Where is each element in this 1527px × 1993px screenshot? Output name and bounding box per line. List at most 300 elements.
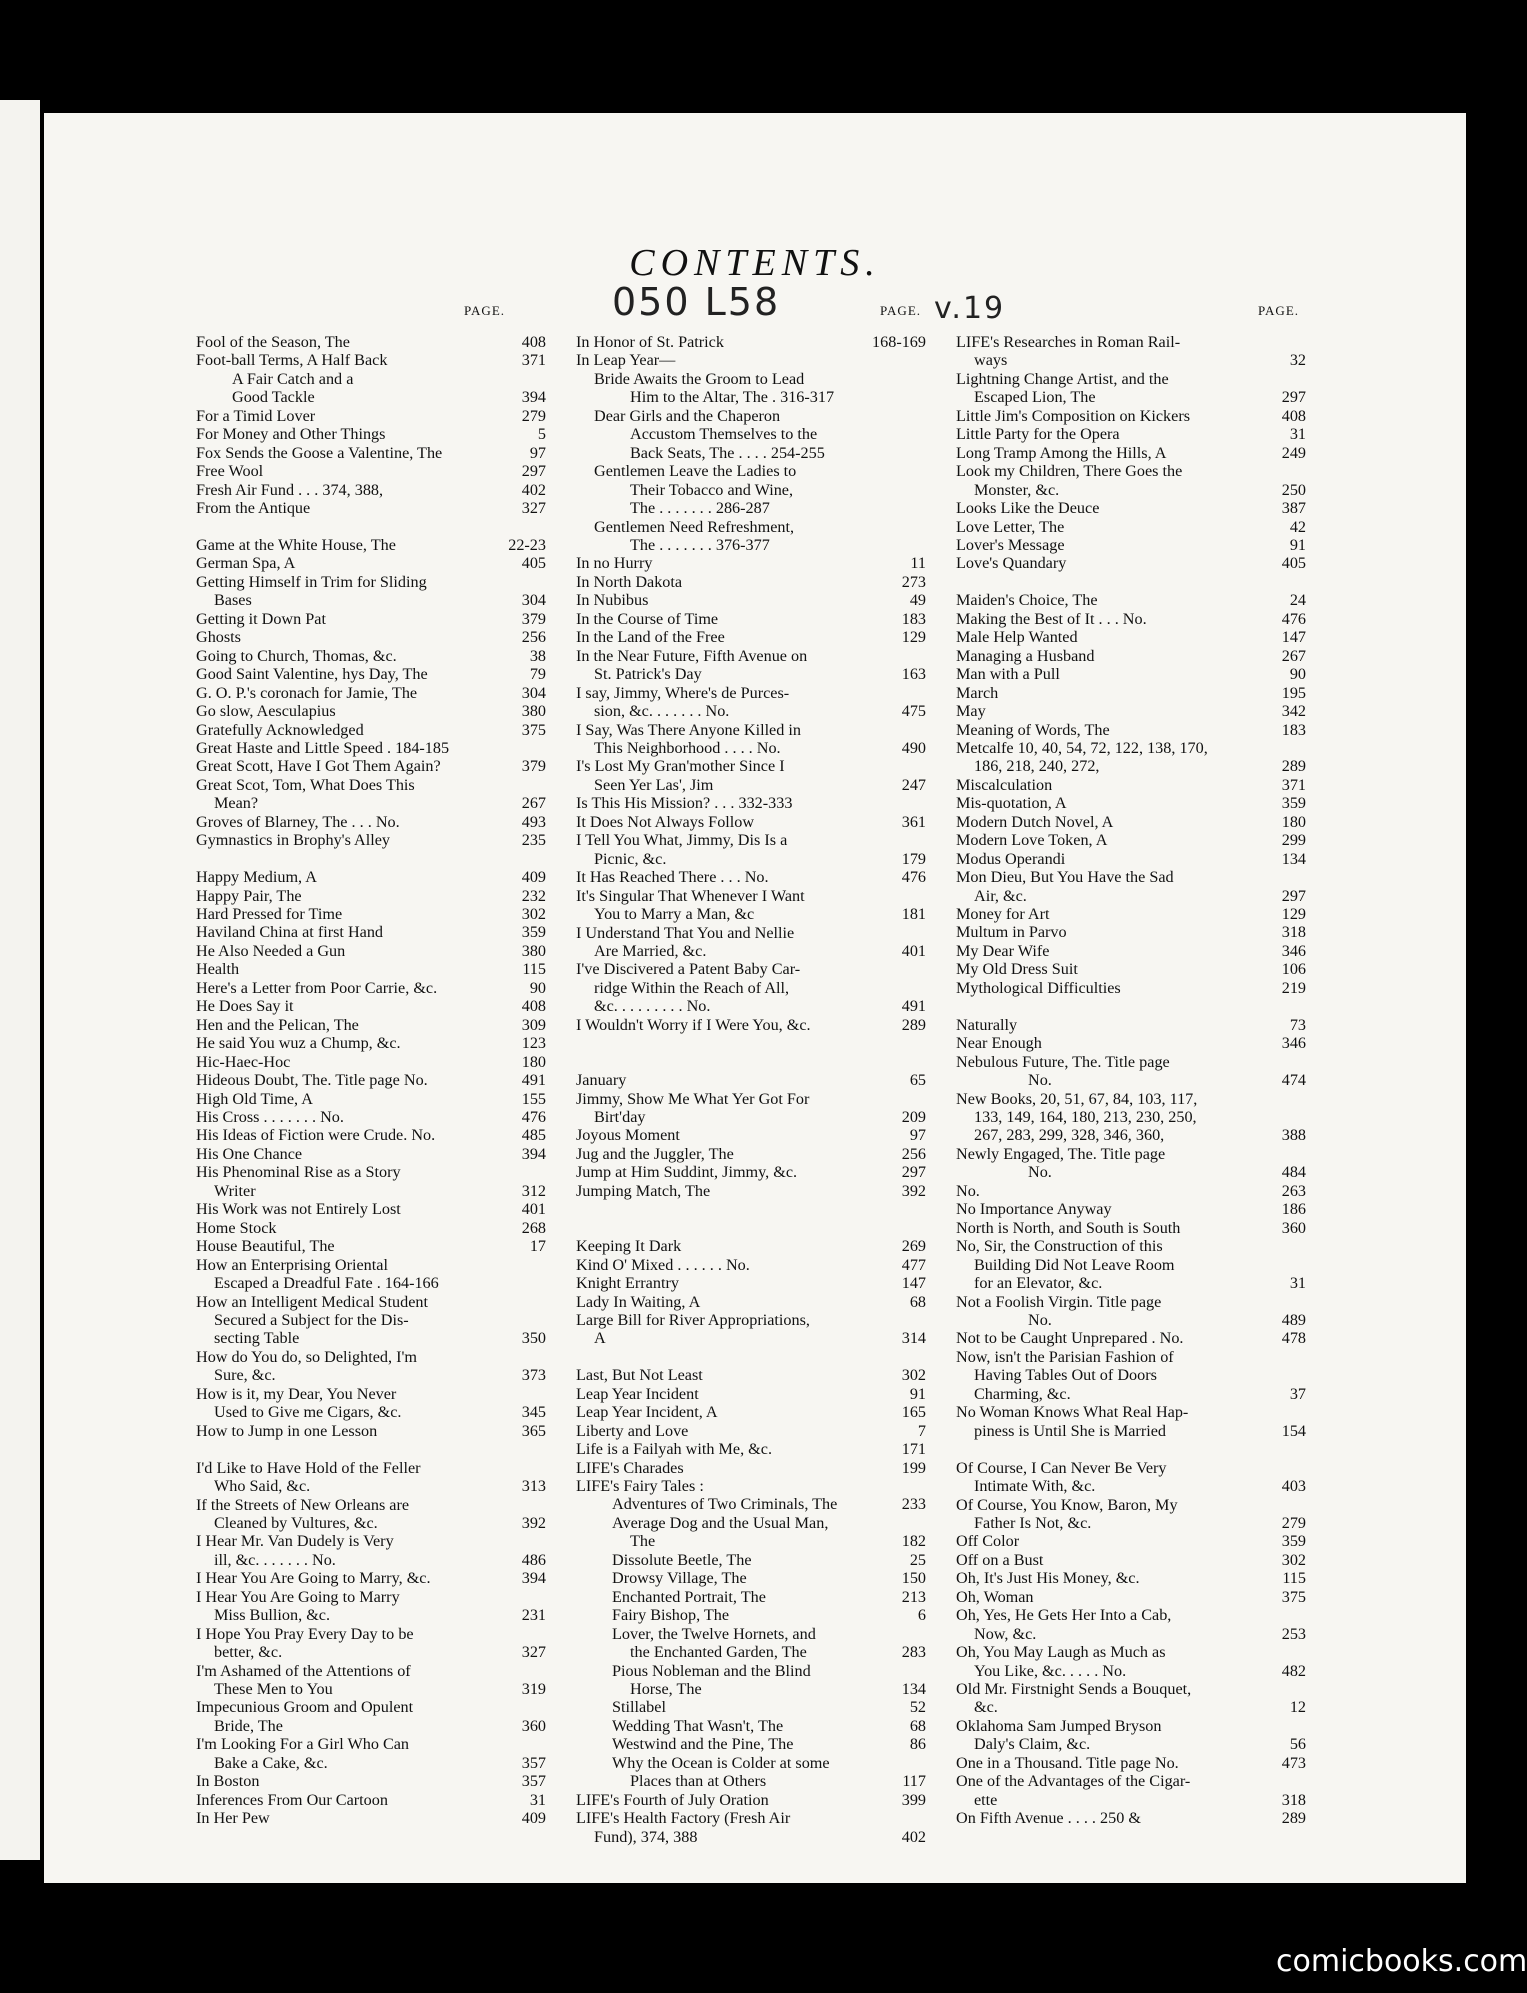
- entry-page-number: 357: [521, 1753, 546, 1772]
- entry-page-number: 394: [521, 1569, 546, 1588]
- contents-entry: [576, 1606, 926, 1624]
- contents-entry: [196, 1662, 546, 1680]
- contents-entry: [196, 1034, 546, 1052]
- contents-column-3: [956, 333, 1306, 1828]
- entry-page-number: 180: [521, 1052, 546, 1071]
- entry-title: the Enchanted Garden, The: [630, 1643, 807, 1662]
- entry-page-number: 359: [1281, 794, 1306, 813]
- contents-entry: [196, 702, 546, 720]
- entry-page-number: 268: [521, 1218, 546, 1237]
- contents-entry: [956, 1053, 1306, 1071]
- entry-page-number: 269: [901, 1237, 926, 1256]
- entry-page-number: 129: [901, 628, 926, 647]
- entry-title: He said You wuz a Chump, &c.: [196, 1034, 401, 1053]
- entry-page-number: 493: [521, 812, 546, 831]
- contents-entry: [956, 591, 1306, 609]
- entry-title: In North Dakota: [576, 572, 683, 591]
- contents-entry: [196, 1791, 546, 1809]
- entry-page-number: 379: [521, 757, 546, 776]
- contents-entry: [576, 407, 926, 425]
- entry-title: In Leap Year—: [576, 351, 676, 370]
- entry-page-number: 289: [1281, 757, 1306, 776]
- contents-entry: [196, 739, 546, 757]
- entry-page-number: 409: [521, 868, 546, 887]
- entry-title: I Hear You Are Going to Marry: [196, 1587, 400, 1606]
- entry-page-number: 304: [521, 683, 546, 702]
- contents-entry: [576, 628, 926, 646]
- contents-entry: [196, 1496, 546, 1514]
- entry-page-number: 247: [901, 775, 926, 794]
- entry-title: How to Jump in one Lesson: [196, 1421, 378, 1440]
- contents-entry: [196, 1237, 546, 1255]
- entry-page-number: 402: [521, 480, 546, 499]
- entry-title: Stillabel: [612, 1698, 666, 1717]
- contents-entry: [956, 1200, 1306, 1218]
- entry-page-number: 375: [521, 720, 546, 739]
- entry-title: I say, Jimmy, Where's de Purces-: [576, 683, 790, 702]
- contents-entry: [576, 462, 926, 480]
- contents-entry: [196, 1606, 546, 1624]
- contents-entry: [196, 591, 546, 609]
- entry-title: In the Course of Time: [576, 609, 719, 628]
- entry-page-number: 342: [1281, 702, 1306, 721]
- entry-title: Miscalculation: [956, 775, 1053, 794]
- entry-title: The . . . . . . . 376-377: [630, 535, 770, 554]
- entry-title: I'm Ashamed of the Attentions of: [196, 1661, 411, 1680]
- contents-entry: [956, 1329, 1306, 1347]
- entry-title: Why the Ocean is Colder at some: [612, 1753, 830, 1772]
- handwritten-call-number: 050 L58: [612, 280, 781, 324]
- contents-entry: [196, 1643, 546, 1661]
- entry-title: Fox Sends the Goose a Valentine, The: [196, 443, 443, 462]
- contents-entry: [196, 1754, 546, 1772]
- contents-entry: [956, 1293, 1306, 1311]
- entry-page-number: 38: [529, 646, 546, 665]
- entry-title: Jimmy, Show Me What Yer Got For: [576, 1089, 810, 1108]
- entry-page-number: 232: [521, 886, 546, 905]
- entry-title: How an Intelligent Medical Student: [196, 1292, 428, 1311]
- contents-entry: [576, 1772, 926, 1790]
- contents-entry: [196, 1680, 546, 1698]
- entry-page-number: 263: [1281, 1181, 1306, 1200]
- contents-entry: [956, 333, 1306, 351]
- entry-title: No.: [1028, 1163, 1052, 1182]
- contents-entry: [956, 1606, 1306, 1624]
- entry-title: Long Tramp Among the Hills, A: [956, 443, 1167, 462]
- contents-entry: [956, 905, 1306, 923]
- entry-title: ill, &c. . . . . . . No.: [214, 1550, 336, 1569]
- entry-title: How an Enterprising Oriental: [196, 1255, 388, 1274]
- entry-title: LIFE's Fairy Tales :: [576, 1477, 704, 1496]
- contents-entry: [576, 1625, 926, 1643]
- contents-entry: [196, 444, 546, 462]
- entry-title: Free Wool: [196, 462, 264, 481]
- contents-entry: [956, 1182, 1306, 1200]
- entry-page-number: 283: [901, 1643, 926, 1662]
- entry-page-number: 180: [1281, 812, 1306, 831]
- entry-title: Managing a Husband: [956, 646, 1095, 665]
- contents-entry: [576, 665, 926, 683]
- contents-entry: [576, 1422, 926, 1440]
- entry-title: Used to Give me Cigars, &c.: [214, 1403, 402, 1422]
- entry-title: Little Jim's Composition on Kickers: [956, 406, 1191, 425]
- entry-title: Oh, Woman: [956, 1587, 1034, 1606]
- entry-title: No Woman Knows What Real Hap-: [956, 1403, 1189, 1422]
- contents-entry: [956, 684, 1306, 702]
- contents-entry: [956, 1385, 1306, 1403]
- contents-entry: [956, 1754, 1306, 1772]
- entry-page-number: 346: [1281, 941, 1306, 960]
- contents-entry: [576, 813, 926, 831]
- entry-page-number: 195: [1281, 683, 1306, 702]
- contents-entry: [576, 1698, 926, 1716]
- entry-title: Cleaned by Vultures, &c.: [214, 1513, 378, 1532]
- contents-entry: [576, 739, 926, 757]
- entry-page-number: 90: [529, 978, 546, 997]
- contents-entry: [956, 1274, 1306, 1292]
- contents-entry: [196, 1071, 546, 1089]
- contents-entry: [576, 1108, 926, 1126]
- contents-entry: [576, 979, 926, 997]
- contents-entry: [196, 573, 546, 591]
- entry-page-number: 313: [521, 1477, 546, 1496]
- entry-title: Off on a Bust: [956, 1550, 1044, 1569]
- entry-title: Not to be Caught Unprepared . No.: [956, 1329, 1184, 1348]
- entry-page-number: 401: [901, 941, 926, 960]
- contents-entry: [956, 887, 1306, 905]
- contents-entry: [576, 1090, 926, 1108]
- contents-entry: [196, 1366, 546, 1384]
- contents-entry: [956, 1551, 1306, 1569]
- contents-entry: [196, 1090, 546, 1108]
- entry-title: Gentlemen Leave the Ladies to: [594, 462, 797, 481]
- entry-title: &c. . . . . . . . . No.: [594, 997, 711, 1016]
- entry-title: How do You do, so Delighted, I'm: [196, 1347, 418, 1366]
- entry-title: Escaped Lion, The: [974, 388, 1096, 407]
- entry-page-number: 476: [521, 1108, 546, 1126]
- entry-page-number: 256: [521, 628, 546, 647]
- entry-page-number: 387: [1281, 499, 1306, 518]
- contents-entry: [196, 425, 546, 443]
- entry-page-number: 490: [901, 738, 926, 757]
- entry-title: Last, But Not Least: [576, 1366, 703, 1385]
- entry-page-number: 123: [521, 1034, 546, 1053]
- entry-title: His One Chance: [196, 1144, 303, 1163]
- entry-page-number: 399: [901, 1790, 926, 1809]
- entry-title: Look my Children, There Goes the: [956, 462, 1183, 481]
- entry-title: &c.: [974, 1698, 998, 1717]
- entry-page-number: 491: [521, 1071, 546, 1090]
- entry-title: For a Timid Lover: [196, 406, 316, 425]
- contents-entry: [576, 1237, 926, 1255]
- entry-page-number: 489: [1281, 1310, 1306, 1329]
- entry-title: Mis-quotation, A: [956, 794, 1067, 813]
- contents-entry: [576, 444, 926, 462]
- contents-entry: [576, 702, 926, 720]
- entry-page-number: 115: [522, 960, 546, 979]
- entry-page-number: 250: [1281, 480, 1306, 499]
- entry-page-number: 11: [910, 554, 926, 573]
- contents-entry: [196, 1016, 546, 1034]
- entry-title: No.: [956, 1181, 980, 1200]
- contents-entry: [956, 1108, 1306, 1126]
- entry-title: March: [956, 683, 999, 702]
- entry-title: Man with a Pull: [956, 665, 1060, 684]
- entry-title: Modern Love Token, A: [956, 831, 1108, 850]
- entry-page-number: 375: [1281, 1587, 1306, 1606]
- entry-page-number: 31: [529, 1790, 546, 1809]
- entry-title: Hic-Haec-Hoc: [196, 1052, 291, 1071]
- entry-page-number: 213: [901, 1587, 926, 1606]
- entry-page-number: 359: [1281, 1532, 1306, 1551]
- entry-title: Jug and the Juggler, The: [576, 1144, 734, 1163]
- contents-entry: [196, 684, 546, 702]
- entry-title: Writer: [214, 1181, 256, 1200]
- entry-title: Dear Girls and the Chaperon: [594, 406, 781, 425]
- entry-page-number: 476: [901, 868, 926, 887]
- entry-title: Leap Year Incident, A: [576, 1403, 718, 1422]
- contents-entry: [956, 1126, 1306, 1144]
- entry-title: Hen and the Pelican, The: [196, 1015, 359, 1034]
- entry-title: Mon Dieu, But You Have the Sad: [956, 868, 1174, 887]
- contents-entry: [196, 1200, 546, 1218]
- contents-entry: [196, 1329, 546, 1347]
- entry-title: His Work was not Entirely Lost: [196, 1200, 401, 1219]
- entry-title: Of Course, You Know, Baron, My: [956, 1495, 1178, 1514]
- contents-entry: [576, 684, 926, 702]
- section-gap: [956, 997, 1306, 1015]
- entry-title: Happy Pair, The: [196, 886, 302, 905]
- contents-entry: [196, 887, 546, 905]
- entry-title: Seen Yer Las', Jim: [594, 775, 714, 794]
- entry-title: Nebulous Future, The. Title page: [956, 1052, 1170, 1071]
- entry-title: In Boston: [196, 1772, 260, 1791]
- entry-page-number: 403: [1281, 1477, 1306, 1496]
- contents-entry: [956, 647, 1306, 665]
- contents-entry: [576, 1163, 926, 1181]
- entry-page-number: 388: [1281, 1126, 1306, 1145]
- entry-title: In Her Pew: [196, 1809, 270, 1828]
- entry-page-number: 267: [1281, 646, 1306, 665]
- entry-title: These Men to You: [214, 1680, 333, 1699]
- entry-title: 267, 283, 299, 328, 346, 360,: [974, 1126, 1165, 1145]
- contents-entry: [576, 481, 926, 499]
- entry-title: I's Lost My Gran'mother Since I: [576, 757, 785, 776]
- entry-page-number: 32: [1289, 351, 1306, 370]
- contents-entry: [576, 1791, 926, 1809]
- contents-entry: [956, 850, 1306, 868]
- entry-page-number: 134: [1281, 849, 1306, 868]
- entry-title: In no Hurry: [576, 554, 653, 573]
- entry-title: Hard Pressed for Time: [196, 905, 343, 924]
- entry-title: Keeping It Dark: [576, 1237, 682, 1256]
- entry-title: for an Elevator, &c.: [974, 1274, 1103, 1293]
- entry-page-number: 485: [521, 1126, 546, 1145]
- contents-entry: [956, 1588, 1306, 1606]
- contents-entry: [576, 997, 926, 1015]
- contents-entry: [956, 1698, 1306, 1716]
- contents-page: [44, 113, 1466, 1883]
- contents-entry: [576, 573, 926, 591]
- entry-page-number: 491: [901, 997, 926, 1016]
- entry-page-number: 129: [1281, 905, 1306, 924]
- contents-entry: [196, 905, 546, 923]
- entry-title: sion, &c. . . . . . . No.: [594, 702, 730, 721]
- entry-title: A Fair Catch and a: [232, 369, 354, 388]
- entry-title: Haviland China at first Hand: [196, 923, 384, 942]
- contents-entry: [956, 1034, 1306, 1052]
- contents-entry: [576, 1440, 926, 1458]
- entry-title: Great Scot, Tom, What Does This: [196, 775, 415, 794]
- section-gap: [956, 573, 1306, 591]
- contents-entry: [956, 1735, 1306, 1753]
- entry-title: Looks Like the Deuce: [956, 499, 1100, 518]
- entry-page-number: 478: [1281, 1329, 1306, 1348]
- contents-entry: [196, 1053, 546, 1071]
- contents-entry: [956, 1496, 1306, 1514]
- contents-entry: [576, 1182, 926, 1200]
- entry-title: Intimate With, &c.: [974, 1477, 1096, 1496]
- entry-title: Getting Himself in Trim for Sliding: [196, 572, 427, 591]
- entry-title: Average Dog and the Usual Man,: [612, 1513, 829, 1532]
- entry-page-number: 171: [901, 1440, 926, 1459]
- entry-title: piness is Until She is Married: [974, 1421, 1166, 1440]
- entry-title: In the Land of the Free: [576, 628, 725, 647]
- contents-entry: [956, 1145, 1306, 1163]
- entry-title: Happy Medium, A: [196, 868, 317, 887]
- entry-page-number: 147: [901, 1274, 926, 1293]
- entry-page-number: 473: [1281, 1753, 1306, 1772]
- entry-page-number: 357: [521, 1772, 546, 1791]
- entry-page-number: 97: [529, 443, 546, 462]
- contents-entry: [196, 1477, 546, 1495]
- entry-page-number: 56: [1289, 1735, 1306, 1754]
- entry-title: Hideous Doubt, The. Title page No.: [196, 1071, 428, 1090]
- entry-title: Fresh Air Fund . . . 374, 388,: [196, 480, 384, 499]
- contents-entry: [576, 1366, 926, 1384]
- contents-entry: [196, 1311, 546, 1329]
- entry-title: LIFE's Researches in Roman Rail-: [956, 333, 1181, 351]
- entry-page-number: 379: [521, 609, 546, 628]
- entry-page-number: 179: [901, 849, 926, 868]
- entry-page-number: 409: [521, 1809, 546, 1828]
- entry-title: Love's Quandary: [956, 554, 1067, 573]
- entry-page-number: 267: [521, 794, 546, 813]
- entry-title: It Has Reached There . . . No.: [576, 868, 769, 887]
- contents-entry: [196, 868, 546, 886]
- entry-page-number: 392: [901, 1181, 926, 1200]
- entry-title: Little Party for the Opera: [956, 425, 1120, 444]
- entry-page-number: 327: [521, 1643, 546, 1662]
- entry-title: Game at the White House, The: [196, 535, 396, 554]
- entry-page-number: 256: [901, 1144, 926, 1163]
- contents-entry: [576, 554, 926, 572]
- entry-title: In Honor of St. Patrick: [576, 333, 724, 351]
- entry-title: How is it, my Dear, You Never: [196, 1384, 397, 1403]
- entry-title: Pious Nobleman and the Blind: [612, 1661, 811, 1680]
- entry-title: Bases: [214, 591, 252, 610]
- entry-page-number: 289: [901, 1015, 926, 1034]
- contents-entry: [956, 1477, 1306, 1495]
- section-gap: [196, 518, 546, 536]
- entry-title: His Cross . . . . . . . No.: [196, 1108, 344, 1126]
- entry-title: Liberty and Love: [576, 1421, 689, 1440]
- entry-title: LIFE's Health Factory (Fresh Air: [576, 1809, 791, 1828]
- entry-page-number: 150: [901, 1569, 926, 1588]
- entry-title: Old Mr. Firstnight Sends a Bouquet,: [956, 1680, 1192, 1699]
- contents-entry: [956, 960, 1306, 978]
- entry-title: It Does Not Always Follow: [576, 812, 755, 831]
- entry-title: Off Color: [956, 1532, 1020, 1551]
- entry-page-number: 302: [901, 1366, 926, 1385]
- contents-entry: [576, 1477, 926, 1495]
- entry-page-number: 209: [901, 1108, 926, 1126]
- entry-page-number: 312: [521, 1181, 546, 1200]
- entry-title: Great Haste and Little Speed . 184-185: [196, 738, 450, 757]
- entry-title: One of the Advantages of the Cigar-: [956, 1772, 1191, 1791]
- entry-title: Newly Engaged, The. Title page: [956, 1144, 1166, 1163]
- page-title: CONTENTS.: [629, 242, 881, 284]
- contents-entry: [196, 1163, 546, 1181]
- handwritten-volume: v.19: [934, 291, 1006, 326]
- contents-entry: [196, 1348, 546, 1366]
- entry-title: Oh, It's Just His Money, &c.: [956, 1569, 1140, 1588]
- contents-entry: [956, 425, 1306, 443]
- entry-title: Their Tobacco and Wine,: [630, 480, 794, 499]
- contents-entry: [956, 665, 1306, 683]
- entry-title: Adventures of Two Criminals, The: [612, 1495, 838, 1514]
- entry-page-number: 319: [521, 1680, 546, 1699]
- entry-title: Secured a Subject for the Dis-: [214, 1310, 409, 1329]
- contents-entry: [196, 407, 546, 425]
- contents-entry: [196, 1274, 546, 1292]
- entry-title: Kind O' Mixed . . . . . . No.: [576, 1255, 750, 1274]
- entry-title: Places than at Others: [630, 1772, 767, 1791]
- entry-title: Back Seats, The . . . . 254-255: [630, 443, 825, 462]
- entry-title: Building Did Not Leave Room: [974, 1255, 1175, 1274]
- entry-page-number: 373: [521, 1366, 546, 1385]
- contents-entry: [956, 942, 1306, 960]
- contents-entry: [196, 1569, 546, 1587]
- entry-title: Gentlemen Need Refreshment,: [594, 517, 795, 536]
- entry-page-number: 304: [521, 591, 546, 610]
- entry-title: Large Bill for River Appropriations,: [576, 1310, 810, 1329]
- contents-entry: [576, 425, 926, 443]
- contents-entry: [576, 831, 926, 849]
- contents-entry: [196, 1625, 546, 1643]
- entry-title: Going to Church, Thomas, &c.: [196, 646, 397, 665]
- entry-page-number: 361: [901, 812, 926, 831]
- contents-entry: [196, 665, 546, 683]
- entry-page-number: 477: [901, 1255, 926, 1274]
- contents-entry: [196, 997, 546, 1015]
- entry-page-number: 297: [521, 462, 546, 481]
- entry-title: No.: [1028, 1310, 1052, 1329]
- contents-entry: [956, 554, 1306, 572]
- contents-entry: [196, 554, 546, 572]
- contents-entry: [956, 536, 1306, 554]
- entry-title: Great Scott, Have I Got Them Again?: [196, 757, 441, 776]
- entry-title: Dissolute Beetle, The: [612, 1550, 752, 1569]
- contents-entry: [956, 518, 1306, 536]
- contents-entry: [576, 905, 926, 923]
- entry-page-number: 297: [1281, 886, 1306, 905]
- entry-title: Him to the Altar, The . 316-317: [630, 388, 835, 407]
- entry-page-number: 289: [1281, 1809, 1306, 1828]
- entry-page-number: 314: [901, 1329, 926, 1348]
- entry-title: Wedding That Wasn't, The: [612, 1716, 784, 1735]
- entry-page-number: 91: [1289, 535, 1306, 554]
